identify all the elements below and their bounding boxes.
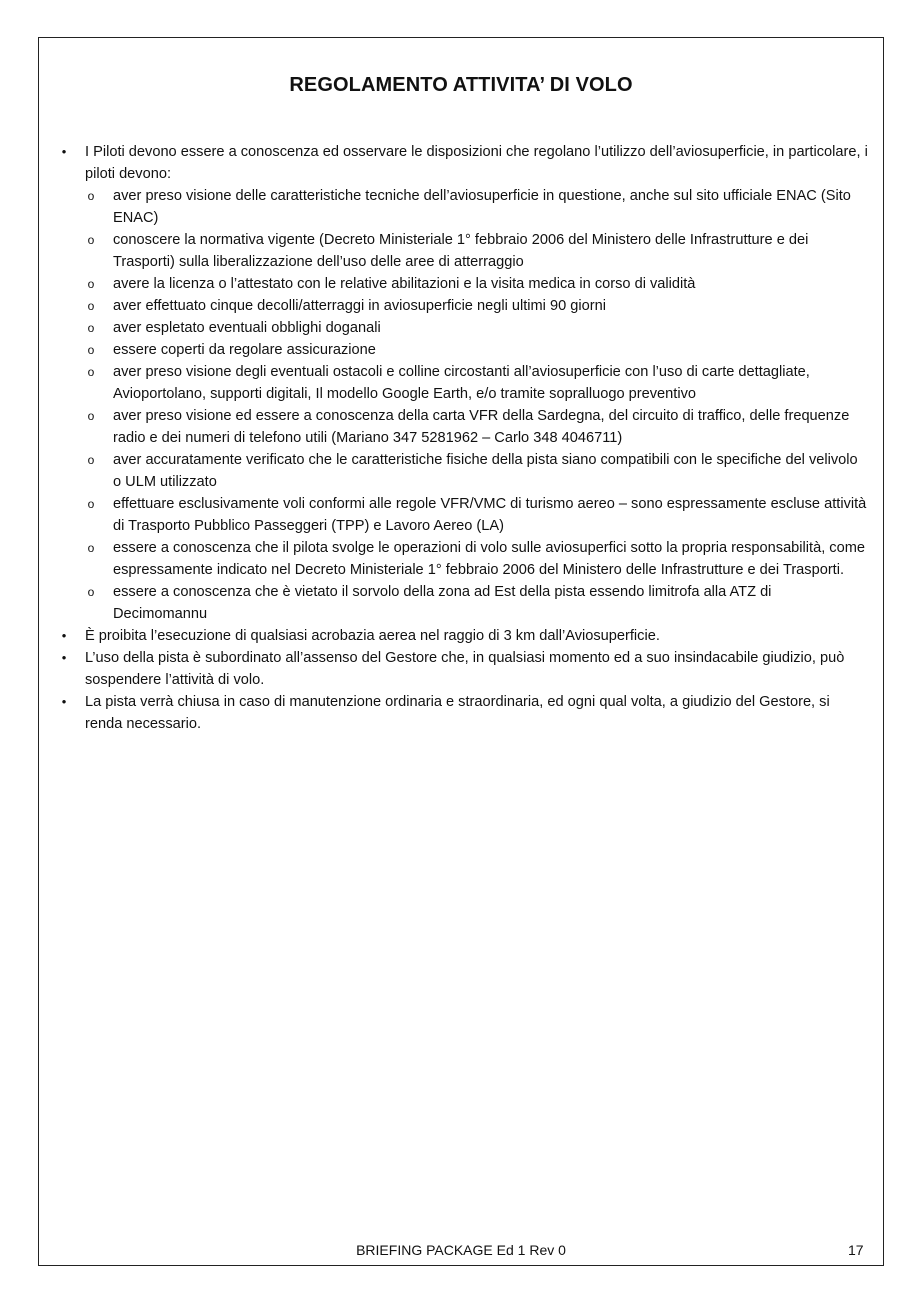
sub-list-item (85, 295, 868, 317)
list-item (56, 625, 868, 647)
bullet-icon: • (61, 628, 67, 643)
footer-label: BRIEFING PACKAGE Ed 1 Rev 0 (356, 1242, 566, 1258)
list-item-text: La pista verrà chiusa in caso di manutenzione ordinaria e straordinaria, ed ogni qual volta, a giudizio del Gestore, si renda necessario. (85, 694, 830, 732)
sub-list-item (85, 537, 868, 581)
bullet-icon: • (61, 694, 67, 709)
rules-list (56, 141, 868, 735)
sub-list-item-text: effettuare esclusivamente voli conformi alle regole VFR/VMC di turismo aereo – sono espressamente escluse attività di Trasporto Pubblico Passeggeri (TPP) e Lavoro Aereo (LA) (113, 496, 867, 534)
sub-list-item (85, 273, 868, 295)
circle-bullet-icon: o (87, 585, 95, 599)
list-item-text: L’uso della pista è subordinato all’assenso del Gestore che, in qualsiasi momento ed a suo insindacabile giudizio, può sospendere l’attività di volo. (85, 650, 845, 688)
circle-bullet-icon: o (87, 453, 95, 467)
sub-list-item-text: avere la licenza o l’attestato con le relative abilitazioni e la visita medica in corso di validità (113, 276, 696, 292)
sub-list-item (85, 405, 868, 449)
sub-list-item (85, 361, 868, 405)
page-title: REGOLAMENTO ATTIVITA’ DI VOLO (289, 74, 633, 96)
list-item (56, 141, 868, 625)
sub-list-item-text: aver accuratamente verificato che le caratteristiche fisiche della pista siano compatibili con le specifiche del velivolo o ULM utilizzato (113, 452, 858, 490)
circle-bullet-icon: o (87, 299, 95, 313)
sub-list-item (85, 581, 868, 625)
circle-bullet-icon: o (87, 277, 95, 291)
circle-bullet-icon: o (87, 189, 95, 203)
sub-list-item (85, 317, 868, 339)
circle-bullet-icon: o (87, 321, 95, 335)
sub-list-item-text: aver espletato eventuali obblighi doganali (113, 320, 381, 336)
list-item-text: È proibita l’esecuzione di qualsiasi acrobazia aerea nel raggio di 3 km dall’Aviosuperficie. (85, 628, 660, 644)
sub-list-item (85, 185, 868, 229)
list-item (56, 647, 868, 691)
circle-bullet-icon: o (87, 233, 95, 247)
document-body (56, 141, 868, 735)
bullet-icon: • (61, 144, 67, 159)
sub-list-item (85, 493, 868, 537)
sub-list-item (85, 229, 868, 273)
sub-list-item-text: aver preso visione ed essere a conoscenza della carta VFR della Sardegna, del circuito di traffico, delle frequenze radio e dei numeri di telefono utili (Mariano 347 5281962 – Carlo 348 4046711) (113, 408, 850, 446)
sub-list (85, 185, 868, 625)
sub-list-item-text: conoscere la normativa vigente (Decreto Ministeriale 1° febbraio 2006 del Ministero delle Infrastrutture e dei Trasporti) sulla liberalizzazione dell’uso delle aree di atterraggio (113, 232, 809, 270)
bullet-icon: • (61, 650, 67, 665)
sub-list-item-text: aver preso visione delle caratteristiche tecniche dell’aviosuperficie in questione, anche sul sito ufficiale ENAC (Sito ENAC) (113, 188, 851, 226)
sub-list-item-text: aver effettuato cinque decolli/atterraggi in aviosuperficie negli ultimi 90 giorni (113, 298, 606, 314)
sub-list-item-text: essere coperti da regolare assicurazione (113, 342, 376, 358)
sub-list-item-text: essere a conoscenza che il pilota svolge le operazioni di volo sulle aviosuperfici sotto la propria responsabilità, come espressamente indicato nel Decreto Ministeriale 1° febbraio 2006 del Ministero delle Infrastrutture e dei Trasporti. (113, 540, 865, 578)
sub-list-item-text: essere a conoscenza che è vietato il sorvolo della zona ad Est della pista essendo limitrofa alla ATZ di Decimomannu (113, 584, 772, 622)
sub-list-item (85, 449, 868, 493)
list-item-text: I Piloti devono essere a conoscenza ed osservare le disposizioni che regolano l’utilizzo dell’aviosuperficie, in particolare, i piloti devono: (85, 144, 868, 182)
circle-bullet-icon: o (87, 541, 95, 555)
sub-list-item (85, 339, 868, 361)
sub-list-item-text: aver preso visione degli eventuali ostacoli e colline circostanti all’aviosuperficie con l’uso di carte dettagliate, Avioportolano, supporti digitali, Il modello Google Earth, e/o tramite sopralluogo preventivo (113, 364, 810, 402)
page-number: 17 (848, 1242, 864, 1258)
circle-bullet-icon: o (87, 409, 95, 423)
circle-bullet-icon: o (87, 343, 95, 357)
circle-bullet-icon: o (87, 365, 95, 379)
circle-bullet-icon: o (87, 497, 95, 511)
list-item (56, 691, 868, 735)
